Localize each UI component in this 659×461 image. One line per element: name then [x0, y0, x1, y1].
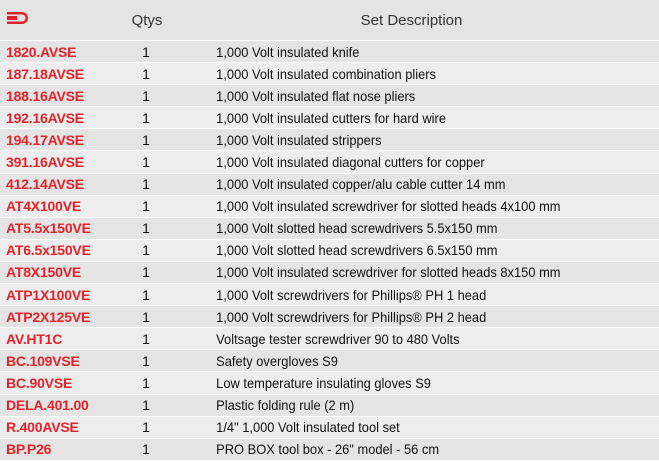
- description-cell: 1,000 Volt insulated knife: [216, 43, 360, 60]
- quantity-cell: 1: [142, 419, 150, 436]
- quantity-cell: 1: [142, 43, 150, 60]
- quantity-cell: 1: [142, 397, 150, 414]
- quantity-cell: 1: [142, 264, 150, 281]
- description-cell: 1,000 Volt slotted head screwdrivers 5.5x150 mm: [216, 220, 498, 237]
- description-cell: 1,000 Volt slotted head screwdrivers 6.5x150 mm: [216, 242, 498, 259]
- ref-column-header: [0, 11, 90, 30]
- reference-cell: BC.109VSE: [6, 352, 80, 369]
- quantity-cell: 1: [142, 131, 150, 148]
- quantity-cell: 1: [142, 352, 150, 369]
- table-row: [0, 350, 659, 372]
- description-cell: 1,000 Volt insulated cutters for hard wire: [216, 109, 446, 126]
- description-cell: 1,000 Volt insulated copper/alu cable cutter 14 mm: [216, 176, 506, 193]
- table-header: [0, 0, 659, 41]
- reference-cell: AT4X100VE: [6, 198, 81, 215]
- reference-cell: AT5.5x150VE: [6, 220, 91, 237]
- description-cell: 1,000 Volt screwdrivers for Phillips® PH 1 head: [216, 286, 487, 303]
- description-cell: 1,000 Volt insulated screwdriver for slotted heads 8x150 mm: [216, 264, 561, 281]
- table-row: [0, 372, 659, 394]
- table-row: [0, 439, 659, 461]
- table-row: [0, 63, 659, 85]
- quantity-cell: 1: [142, 87, 150, 104]
- table-row: [0, 174, 659, 196]
- reference-cell: BP.P26: [6, 441, 52, 458]
- table-row: [0, 240, 659, 262]
- description-cell: 1/4" 1,000 Volt insulated tool set: [216, 419, 400, 436]
- quantity-cell: 1: [142, 176, 150, 193]
- quantity-cell: 1: [142, 330, 150, 347]
- reference-cell: 192.16AVSE: [6, 109, 84, 126]
- reference-cell: 412.14AVSE: [6, 176, 84, 193]
- reference-cell: 188.16AVSE: [6, 87, 84, 104]
- reference-cell: BC.90VSE: [6, 374, 73, 391]
- reference-cell: ATP1X100VE: [6, 286, 91, 303]
- quantity-cell: 1: [142, 242, 150, 259]
- description-cell: PRO BOX tool box - 26" model - 56 cm: [216, 441, 440, 458]
- reference-cell: 194.17AVSE: [6, 131, 84, 148]
- description-cell: Voltsage tester screwdriver 90 to 480 Volts: [216, 330, 460, 347]
- reference-cell: AV.HT1C: [6, 330, 63, 347]
- description-cell: Safety overgloves S9: [216, 352, 338, 369]
- reference-cell: 391.16AVSE: [6, 154, 84, 171]
- table-row: [0, 262, 659, 284]
- reference-cell: ATP2X125VE: [6, 308, 91, 325]
- table-row: [0, 107, 659, 129]
- reference-cell: 187.18AVSE: [6, 65, 84, 82]
- table-row: [0, 328, 659, 350]
- table-row: [0, 129, 659, 151]
- table-row: [0, 151, 659, 173]
- reference-cell: AT8X150VE: [6, 264, 81, 281]
- table-row: [0, 306, 659, 328]
- reference-cell: DELA.401.00: [6, 397, 89, 414]
- reference-cell: R.400AVSE: [6, 419, 79, 436]
- quantity-cell: 1: [142, 109, 150, 126]
- quantity-cell: 1: [142, 308, 150, 325]
- table-row: [0, 218, 659, 240]
- description-cell: 1,000 Volt insulated strippers: [216, 131, 382, 148]
- description-cell: 1,000 Volt insulated diagonal cutters for copper: [216, 154, 485, 171]
- description-cell: 1,000 Volt insulated combination pliers: [216, 65, 436, 82]
- quantity-cell: 1: [142, 374, 150, 391]
- table-row: [0, 85, 659, 107]
- reference-cell: 1820.AVSE: [6, 43, 77, 60]
- description-cell: 1,000 Volt screwdrivers for Phillips® PH 2 head: [216, 308, 487, 325]
- description-cell: 1,000 Volt insulated screwdriver for slotted heads 4x100 mm: [216, 198, 561, 215]
- description-cell: Plastic folding rule (2 m): [216, 397, 355, 414]
- table-row: [0, 417, 659, 439]
- description-cell: Low temperature insulating gloves S9: [216, 374, 431, 391]
- quantity-cell: 1: [142, 441, 150, 458]
- table-row: [0, 284, 659, 306]
- table-row: [0, 196, 659, 218]
- quantity-cell: 1: [142, 154, 150, 171]
- description-column-header: Set Description: [360, 11, 463, 29]
- quantity-cell: 1: [142, 220, 150, 237]
- table-row: [0, 395, 659, 417]
- qty-column-header: Qtys: [131, 11, 163, 29]
- quantity-cell: 1: [142, 198, 150, 215]
- reference-cell: AT6.5x150VE: [6, 242, 91, 259]
- quantity-cell: 1: [142, 286, 150, 303]
- description-cell: 1,000 Volt insulated flat nose pliers: [216, 87, 416, 104]
- brand-logo-icon: [6, 11, 32, 30]
- quantity-cell: 1: [142, 65, 150, 82]
- table-body: [0, 41, 659, 461]
- table-row: [0, 41, 659, 63]
